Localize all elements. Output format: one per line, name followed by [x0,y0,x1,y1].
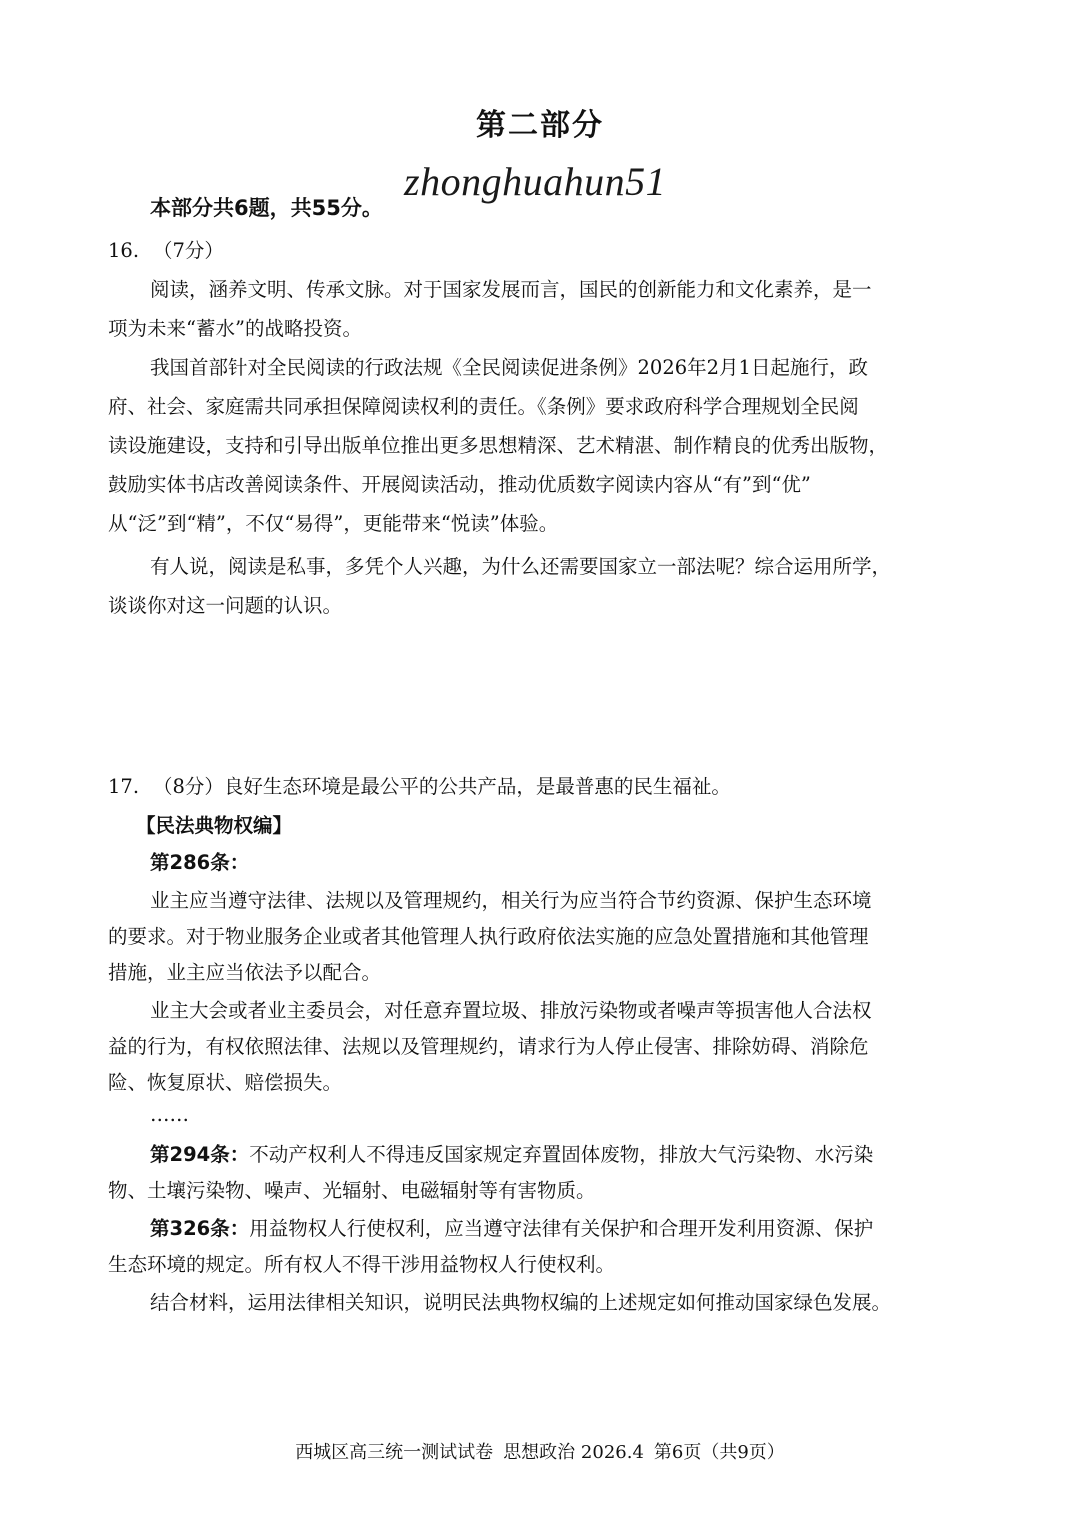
q16-task-line: 谈谈你对这一问题的认识。 [108,594,343,617]
law-heading: 【民法典物权编】 [136,814,293,837]
article-326-line: 生态环境的规定。所有权人不得干涉用益物权人行使权利。 [108,1253,616,1276]
q16-paragraph-line: 读设施建设，支持和引导出版单位推出更多思想精深、艺术精湛、制作精良的优秀出版物， [108,434,889,457]
article-326-text: 用益物权人行使权利，应当遵守法律有关保护和合理开发利用资源、保护 [249,1217,874,1240]
article-326-label: 第326条： [150,1217,250,1240]
footer-page-number: 第6页（共9页） [653,1442,785,1463]
question-lead: （8分）良好生态环境是最公平的公共产品，是最普惠的民生福祉。 [153,775,731,798]
article-286-line: 益的行为，有权依照法律、法规以及管理规约，请求行为人停止侵害、排除妨碍、消除危 [108,1035,869,1058]
section-title: 第二部分 [476,108,604,143]
question-number: 16. [108,239,140,262]
q16-paragraph-line: 我国首部针对全民阅读的行政法规《全民阅读促进条例》2026年2月1日起施行，政 [150,356,868,379]
article-294-line: 物、土壤污染物、噪声、光辐射、电磁辐射等有害物质。 [108,1179,596,1202]
q16-paragraph-line: 鼓励实体书店改善阅读条件、开展阅读活动，推动优质数字阅读内容从“有”到“优” [108,473,811,496]
question-17-header [108,772,731,802]
q16-paragraph-line: 项为未来“蓄水”的战略投资。 [108,317,362,340]
page-footer [0,1438,1080,1464]
article-286-line: 的要求。对于物业服务企业或者其他管理人执行政府依法实施的应急处置措施和其他管理 [108,925,869,948]
section-intro: 本部分共6题，共55分。 [150,196,383,220]
article-286-line: 险、恢复原状、赔偿损失。 [108,1071,343,1094]
q16-paragraph-line: 阅读，涵养文明、传承文脉。对于国家发展而言，国民的创新能力和文化素养，是一 [150,278,872,301]
q16-paragraph-line: 从“泛”到“精”，不仅“易得”，更能带来“悦读”体验。 [108,512,559,535]
article-294-text: 不动产权利人不得违反国家规定弃置固体废物，排放大气污染物、水污染 [249,1143,874,1166]
question-score: （7分） [153,239,224,262]
article-326-line [150,1214,873,1244]
article-286-line: 措施，业主应当依法予以配合。 [108,961,382,984]
q16-task-line: 有人说，阅读是私事，多凭个人兴趣，为什么还需要国家立一部法呢？综合运用所学， [150,555,892,578]
article-286-label: 第286条： [150,851,250,874]
footer-exam-name: 西城区高三统一测试试卷 [295,1442,494,1463]
footer-subject: 思想政治 2026.4 [503,1442,644,1463]
article-294-line [150,1140,873,1170]
article-294-label: 第294条： [150,1143,250,1166]
q16-paragraph-line: 府、社会、家庭需共同承担保障阅读权利的责任。《条例》要求政府科学合理规划全民阅 [108,395,859,418]
question-number: 17. [108,775,140,798]
article-286-line: 业主大会或者业主委员会，对任意弃置垃圾、排放污染物或者噪声等损害他人合法权 [150,999,872,1022]
ellipsis: …… [150,1103,189,1126]
article-286-line: 业主应当遵守法律、法规以及管理规约，相关行为应当符合节约资源、保护生态环境 [150,889,872,912]
q17-task-line: 结合材料，运用法律相关知识，说明民法典物权编的上述规定如何推动国家绿色发展。 [150,1291,892,1314]
question-16-header [108,236,224,266]
watermark-text: zhonghuahun51 [404,159,667,204]
